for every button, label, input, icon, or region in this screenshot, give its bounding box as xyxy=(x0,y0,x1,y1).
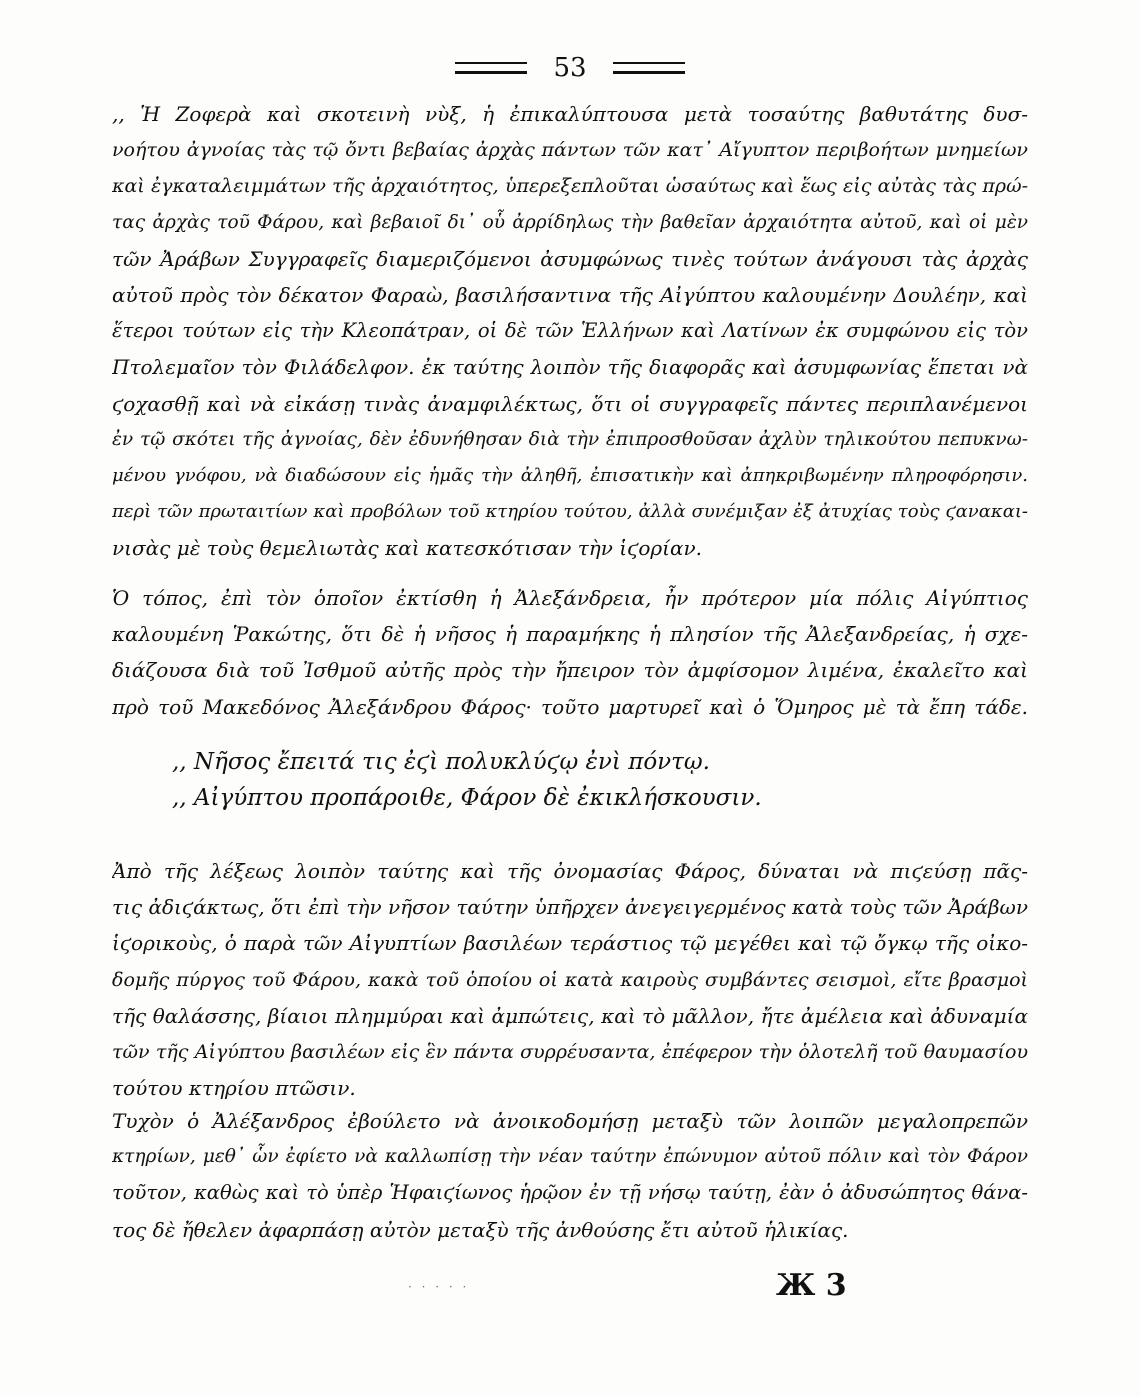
text-line: δομῆς πύργος τοῦ Φάρου, κακὰ τοῦ ὁποίου οἱ κατὰ καιροὺς συμβάντες σεισμοὶ, εἴτε βρασμοὶ xyxy=(112,968,1028,991)
text-line: διάζουσα διὰ τοῦ Ἰσθμοῦ αὐτῆς πρὸς τὴν ἤπειρον τὸν ἀμφίσομον λιμένα, ἐκαλεῖτο καὶ xyxy=(112,658,1028,683)
header-rule-right xyxy=(613,62,685,74)
text-line: Τυχὸν ὁ Ἀλέξανδρος ἐβούλετο νὰ ἀνοικοδομήσῃ μεταξὺ τῶν λοιπῶν μεγαλοπρεπῶν xyxy=(112,1109,1028,1133)
paragraph-1 xyxy=(112,96,1028,567)
verse-line: ,, Αἰγύπτου προπάροιθε, Φάρον δὲ ἐκικλήσκουσιν. xyxy=(172,785,762,811)
text-line: ϛοχασθῇ καὶ νὰ εἰκάσῃ τινὰς ἀναμφιλέκτως, ὅτι οἱ συγγραφεῖς πάντες περιπλανέμενοι xyxy=(112,391,1028,416)
page-number: 53 xyxy=(553,53,587,83)
signature-mark: Ж 3 xyxy=(776,1268,847,1303)
text-line: τούτου κτηρίου πτῶσιν. xyxy=(112,1076,356,1101)
text-line: τοῦτον, καθὼς καὶ τὸ ὑπὲρ Ἡφαιϛίωνος ἡρῷον ἐν τῇ νήσῳ ταύτῃ, ἐὰν ὁ ἀδυσώπητος θάνα- xyxy=(112,1181,1028,1205)
text-line: κτηρίων, μεθ᾽ ὧν ἐφίετο νὰ καλλωπίσῃ τὴν νέαν ταύτην ἐπώνυμον αὐτοῦ πόλιν καὶ τὸν Φάρον xyxy=(112,1146,1028,1168)
text-line: ἕτεροι τούτων εἰς τὴν Κλεοπάτραν, οἱ δὲ τῶν Ἑλλήνων καὶ Λατίνων ἐκ συμφώνου εἰς τὸν xyxy=(112,319,1028,343)
text-line: Πτολεμαῖον τὸν Φιλάδελφον. ἐκ ταύτης λοιπὸν τῆς διαφορᾶς καὶ ἀσυμφωνίας ἕπεται νὰ xyxy=(112,355,1028,380)
homer-verse xyxy=(172,744,872,816)
text-line: νοήτου ἀγνοίας τὰς τῷ ὄντι βεβαίας ἀρχὰς πάντων τῶν κατ᾽ Αἴγυπτον περιβοήτων μνημείων xyxy=(112,139,1028,162)
text-line: τις ἀδιϛάκτως, ὅτι ἐπὶ τὴν νῆσον ταύτην ὑπῆρχεν ἀνεγειγερμένος κατὰ τοὺς τῶν Ἀράβων xyxy=(112,895,1028,920)
text-line: ,, Ἡ Ζοφερὰ καὶ σκοτεινὴ νὺξ, ἡ ἐπικαλύπτουσα μετὰ τοσαύτης βαθυτάτης δυσ- xyxy=(112,102,1028,126)
paragraph-4 xyxy=(112,1103,1028,1248)
text-line: νισὰς μὲ τοὺς θεμελιωτὰς καὶ κατεσκότισαν τὴν ἱϛορίαν. xyxy=(112,536,702,561)
text-line: Ἀπὸ τῆς λέξεως λοιπὸν ταύτης καὶ τῆς ὀνομασίας Φάρος, δύναται νὰ πιϛεύσῃ πᾶς- xyxy=(112,859,1028,883)
text-line: τῶν τῆς Αἰγύπτου βασιλέων εἰς ἓν πάντα συρρέυσαντα, ἐπέφερον τὴν ὁλοτελῆ τοῦ θαυμασίου xyxy=(112,1041,1028,1064)
text-line: τας ἀρχὰς τοῦ Φάρου, καὶ βεβαιοῖ δι᾽ οὗ ἀρρίδηλως τὴν βαθεῖαν ἀρχαιότητα αὐτοῦ, καὶ οἱ μὲν xyxy=(112,211,1028,233)
text-line: περὶ τῶν πρωταιτίων καὶ προβόλων τοῦ κτηρίου τούτου, ἀλλὰ συνέμιξαν ἐξ ἀτυχίας τοὺς ϛανακαι- xyxy=(112,501,1028,523)
text-line: ἱϛορικοὺς, ὁ παρὰ τῶν Αἰγυπτίων βασιλέων τεράστιος τῷ μεγέθει καὶ τῷ ὄγκῳ τῆς οἰκο- xyxy=(112,931,1028,956)
text-line: τῶν Ἀράβων Συγγραφεῖς διαμεριζόμενοι ἀσυμφώνως τινὲς τούτων ἀνάγουσι τὰς ἀρχὰς xyxy=(112,246,1028,271)
print-specks: · · · · · xyxy=(408,1280,470,1294)
paragraph-2 xyxy=(112,580,1028,725)
paragraph-3 xyxy=(112,853,1028,1106)
text-line: τος δὲ ἤθελεν ἀφαρπάσῃ αὐτὸν μεταξὺ τῆς ἀνθούσης ἔτι αὐτοῦ ἡλικίας. xyxy=(112,1217,849,1242)
text-line: αὐτοῦ πρὸς τὸν δέκατον Φαραὼ, βασιλήσαντινα τῆς Αἰγύπτου καλουμένην Δουλέην, καὶ xyxy=(112,283,1028,308)
text-line: Ὁ τόπος, ἐπὶ τὸν ὁποῖον ἐκτίσθη ἡ Ἀλεξάνδρεια, ἦν πρότερον μία πόλις Αἰγύπτιος xyxy=(112,586,1028,610)
text-line: καλουμένη Ῥακώτης, ὅτι δὲ ἡ νῆσος ἡ παραμήκης ἡ πλησίον τῆς Ἀλεξανδρείας, ἡ σχε- xyxy=(112,622,1028,647)
text-line: καὶ ἐγκαταλειμμάτων τῆς ἀρχαιότητος, ὑπερεξεπλοῦται ὡσαύτως καὶ ἕως εἰς αὐτὰς τὰς πρώ- xyxy=(112,175,1028,198)
text-line: πρὸ τοῦ Μακεδόνος Ἀλεξάνδρου Φάρος· τοῦτο μαρτυρεῖ καὶ ὁ Ὅμηρος μὲ τὰ ἔπη τάδε. xyxy=(112,694,1028,719)
verse-line: ,, Νῆσος ἔπειτά τις ἐϛὶ πολυκλύϛῳ ἐνὶ πόντῳ. xyxy=(172,749,710,775)
text-line: ἐν τῷ σκότει τῆς ἀγνοίας, δὲν ἐδυνήθησαν διὰ τὴν ἐπιπροσθοῦσαν ἀχλὺν τηλικούτου πεπυκνω- xyxy=(112,428,1028,450)
page-header xyxy=(0,50,1140,85)
text-line: μένου γνόφου, νὰ διαδώσουν εἰς ἡμᾶς τὴν ἀληθῆ, ἐπισατικὴν καὶ ἀπηκριβωμένην πληροφόρησιν. xyxy=(112,465,1028,487)
header-rule-left xyxy=(455,62,527,74)
text-line: τῆς θαλάσσης, βίαιοι πλημμύραι καὶ ἀμπώτεις, καὶ τὸ μᾶλλον, ἤτε ἀμέλεια καὶ ἀδυναμία xyxy=(112,1003,1028,1028)
